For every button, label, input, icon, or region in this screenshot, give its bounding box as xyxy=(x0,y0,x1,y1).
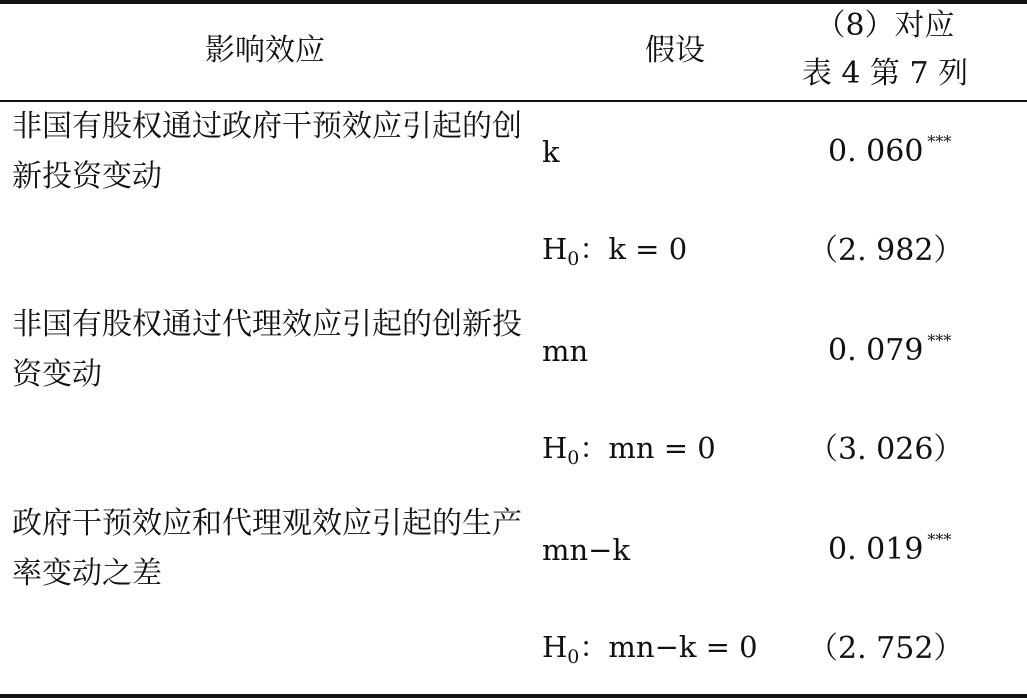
header-hypothesis: 假设 xyxy=(645,33,705,68)
row3-coefficient-value: 0. 019 xyxy=(828,532,924,567)
header-effect: 影响效应 xyxy=(205,33,325,68)
row3-h0-prefix: H xyxy=(542,630,568,664)
row2-coefficient xyxy=(828,326,951,376)
row2-effect: 非国有股权通过代理效应引起的创新投资变动 xyxy=(12,307,522,392)
row3-h0-rest: ：mn−k = 0 xyxy=(579,630,758,664)
row2-significance-stars: *** xyxy=(927,331,952,350)
row3-t-statistic: （2. 752） xyxy=(808,631,964,666)
row3-h0-sub: 0 xyxy=(567,646,580,668)
row1-significance-stars: *** xyxy=(927,132,952,151)
row1-h0-sub: 0 xyxy=(567,248,580,270)
row3-null-hypothesis xyxy=(542,622,758,672)
row3-effect: 政府干预效应和代理观效应引起的生产率变动之差 xyxy=(12,506,522,591)
table-bottom-rule xyxy=(0,694,1027,698)
row3-parameter: mn−k xyxy=(542,533,631,567)
row2-coefficient-value: 0. 079 xyxy=(828,333,924,368)
row1-h0-rest: ：k = 0 xyxy=(579,232,688,266)
row1-coefficient xyxy=(828,127,951,177)
row1-null-hypothesis xyxy=(542,224,687,274)
header-column-line2: 表 4 第 7 列 xyxy=(801,56,969,91)
row1-effect: 非国有股权通过政府干预效应引起的创新投资变动 xyxy=(12,109,522,194)
row1-t-statistic: （2. 982） xyxy=(808,233,964,268)
header-column-line1: （8）对应 xyxy=(815,8,955,43)
row2-null-hypothesis xyxy=(542,423,716,473)
row3-coefficient xyxy=(828,525,951,575)
row2-h0-rest: ：mn = 0 xyxy=(579,431,716,465)
row2-parameter: mn xyxy=(542,334,589,368)
row1-h0-prefix: H xyxy=(542,232,568,266)
row2-h0-sub: 0 xyxy=(567,447,580,469)
row2-h0-prefix: H xyxy=(542,431,568,465)
row1-coefficient-value: 0. 060 xyxy=(828,134,924,169)
row2-t-statistic: （3. 026） xyxy=(808,432,964,467)
row1-parameter: k xyxy=(542,135,560,169)
row3-significance-stars: *** xyxy=(927,530,952,549)
